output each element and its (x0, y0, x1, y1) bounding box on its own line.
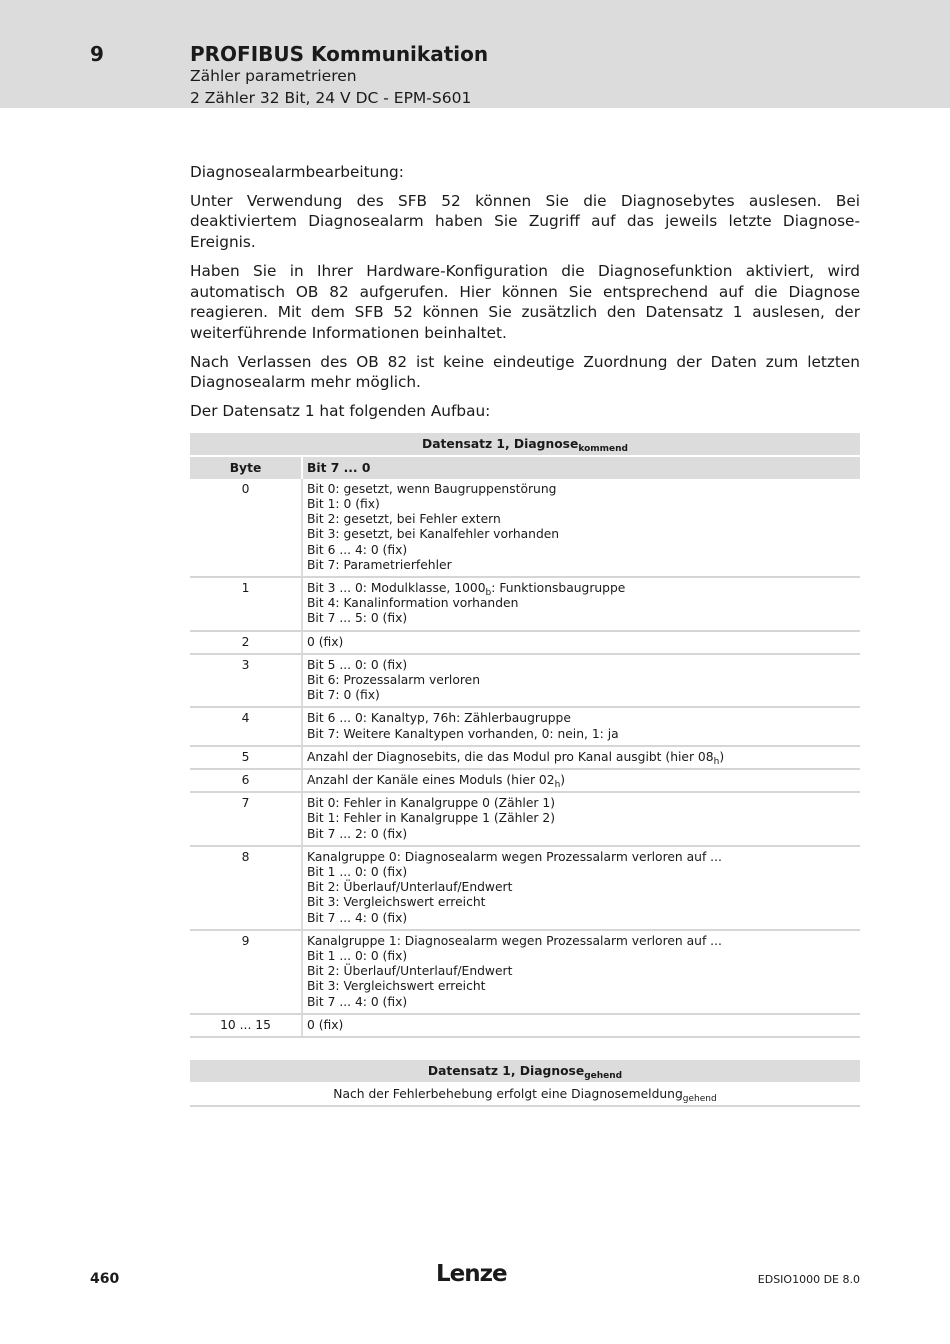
byte-cell: 10 ... 15 (190, 1014, 302, 1037)
bits-cell (302, 1014, 860, 1037)
byte-cell: 7 (190, 792, 302, 846)
table-row (190, 746, 860, 769)
page-header (0, 0, 950, 108)
table-title-sub: gehend (584, 1071, 623, 1082)
table-row (190, 577, 860, 631)
bit-line-text: Anzahl der Diagnosebits, die das Modul pro Kanal ausgibt (hier 08 (307, 749, 714, 764)
bit-line: Bit 1: Fehler in Kanalgruppe 1 (Zähler 2) (307, 811, 556, 826)
bit-line-text: ) (719, 749, 725, 764)
bit-line (307, 750, 860, 765)
table-cell-sub: gehend (682, 1094, 717, 1105)
table-row (190, 707, 860, 745)
bit-line-text: : Funktionsbaugruppe (491, 580, 626, 595)
table-row (190, 846, 860, 930)
bit-line: Bit 6 ... 4: 0 (fix) (307, 542, 408, 557)
bit-line-text: Anzahl der Kanäle eines Moduls (hier 02 (307, 772, 555, 787)
bit-line (307, 773, 860, 788)
bit-line: Bit 7 ... 4: 0 (fix) (307, 994, 408, 1009)
bits-cell (302, 654, 860, 708)
table-row (190, 654, 860, 708)
table-cell-text: Nach der Fehlerbehebung erfolgt eine Diagnosemeldung (333, 1087, 683, 1102)
bits-cell (302, 930, 860, 1014)
byte-cell: 5 (190, 746, 302, 769)
page-content (190, 162, 860, 1107)
byte-cell: 9 (190, 930, 302, 1014)
bit-line: Bit 2: Überlauf/Unterlauf/Endwert (307, 964, 513, 979)
table-row (190, 631, 860, 654)
bit-line: Bit 7: Parametrierfehler (307, 557, 452, 572)
bits-cell (302, 746, 860, 769)
bits-cell (302, 769, 860, 792)
paragraph-3: Nach Verlassen des OB 82 ist keine eindeutige Zuordnung der Daten zum letzten Diagnosealarm mehr möglich. (190, 352, 860, 392)
bit-line: Bit 3: gesetzt, bei Kanalfehler vorhanden (307, 527, 560, 542)
table-title (190, 1060, 860, 1083)
bit-line-sub: h (554, 779, 561, 790)
bit-line: Bit 4: Kanalinformation vorhanden (307, 596, 519, 611)
bit-line: Bit 7 ... 5: 0 (fix) (307, 611, 408, 626)
byte-cell: 3 (190, 654, 302, 708)
bit-line: Bit 1: 0 (fix) (307, 496, 380, 511)
bits-cell (302, 631, 860, 654)
bit-line: Bit 0: Fehler in Kanalgruppe 0 (Zähler 1) (307, 796, 556, 811)
bit-line-text: Bit 3 ... 0: Modulklasse, 1000 (307, 580, 486, 595)
bit-line: Kanalgruppe 0: Diagnosealarm wegen Prozessalarm verloren auf ... (307, 849, 722, 864)
bits-cell (302, 577, 860, 631)
byte-cell: 2 (190, 631, 302, 654)
page-number: 460 (90, 1271, 120, 1287)
table-row (190, 930, 860, 1014)
section-heading: Diagnosealarmbearbeitung: (190, 163, 404, 181)
byte-cell: 8 (190, 846, 302, 930)
lenze-logo: Lenze (436, 1261, 507, 1287)
chapter-subtitle-1: Zähler parametrieren (190, 67, 357, 85)
bit-line: Bit 6: Prozessalarm verloren (307, 672, 480, 687)
bit-line: Kanalgruppe 1: Diagnosealarm wegen Prozessalarm verloren auf ... (307, 933, 722, 948)
column-header-byte: Byte (190, 456, 302, 479)
table-title-sub: kommend (578, 443, 628, 454)
bit-line: Bit 7 ... 2: 0 (fix) (307, 826, 408, 841)
bits-cell (302, 792, 860, 846)
table-cell (190, 1083, 860, 1106)
bit-line: Bit 1 ... 0: 0 (fix) (307, 865, 408, 879)
paragraph-4: Der Datensatz 1 hat folgenden Aufbau: (190, 402, 491, 421)
column-header-bits: Bit 7 ... 0 (302, 456, 860, 479)
chapter-subtitle-2: 2 Zähler 32 Bit, 24 V DC - EPM-S601 (190, 89, 472, 107)
byte-cell: 6 (190, 769, 302, 792)
bit-line: Bit 0: gesetzt, wenn Baugruppenstörung (307, 481, 557, 496)
document-id: EDSIO1000 DE 8.0 (757, 1273, 860, 1286)
paragraph-2: Haben Sie in Ihrer Hardware-Konfiguration die Diagnosefunktion aktiviert, wird automatisch OB 82 aufgerufen. Hier können Sie entsprechend auf die Diagnose reagieren. Mit dem SFB 52 können Sie zusätzlich den Datensatz 1 auslesen, der weiterführende Informationen beinhaltet. (190, 261, 860, 342)
bit-line-sub: b (485, 587, 492, 598)
byte-cell: 1 (190, 577, 302, 631)
table-title-text: Datensatz 1, Diagnose (427, 1064, 585, 1079)
diagnose-gehend-table (190, 1060, 860, 1107)
bit-line: Bit 3: Vergleichswert erreicht (307, 895, 486, 910)
bit-line: Bit 2: Überlauf/Unterlauf/Endwert (307, 880, 513, 895)
chapter-title: PROFIBUS Kommunikation (190, 42, 489, 66)
table-row (190, 479, 860, 577)
bit-line: Bit 5 ... 0: 0 (fix) (307, 657, 408, 672)
bit-line-text: ) (560, 772, 566, 787)
byte-cell: 4 (190, 707, 302, 745)
table-row (190, 792, 860, 846)
bit-line (307, 581, 860, 596)
paragraph-1: Unter Verwendung des SFB 52 können Sie die Diagnosebytes auslesen. Bei deaktiviertem Diagnosealarm haben Sie Zugriff auf das jeweils letzte Diagnose-Ereignis. (190, 191, 860, 252)
byte-cell: 0 (190, 479, 302, 577)
bit-line-sub: h (713, 756, 720, 767)
bits-cell (302, 479, 860, 577)
bit-line: Bit 1 ... 0: 0 (fix) (307, 949, 408, 964)
bits-cell (302, 707, 860, 745)
bit-line: 0 (fix) (307, 634, 344, 649)
bit-line: Bit 7 ... 4: 0 (fix) (307, 910, 408, 925)
bit-line: 0 (fix) (307, 1017, 344, 1032)
table-title (190, 433, 860, 456)
chapter-number: 9 (90, 42, 104, 66)
table-title-text: Datensatz 1, Diagnose (422, 436, 579, 451)
bits-cell (302, 846, 860, 930)
table-row (190, 1014, 860, 1037)
bit-line: Bit 7: Weitere Kanaltypen vorhanden, 0: nein, 1: ja (307, 726, 619, 741)
bit-line: Bit 7: 0 (fix) (307, 688, 380, 703)
bit-line: Bit 6 ... 0: Kanaltyp, 76h: Zählerbaugruppe (307, 711, 571, 726)
bit-line: Bit 2: gesetzt, bei Fehler extern (307, 512, 501, 527)
bit-line: Bit 3: Vergleichswert erreicht (307, 979, 486, 994)
diagnose-kommend-table (190, 433, 860, 1038)
table-row (190, 769, 860, 792)
